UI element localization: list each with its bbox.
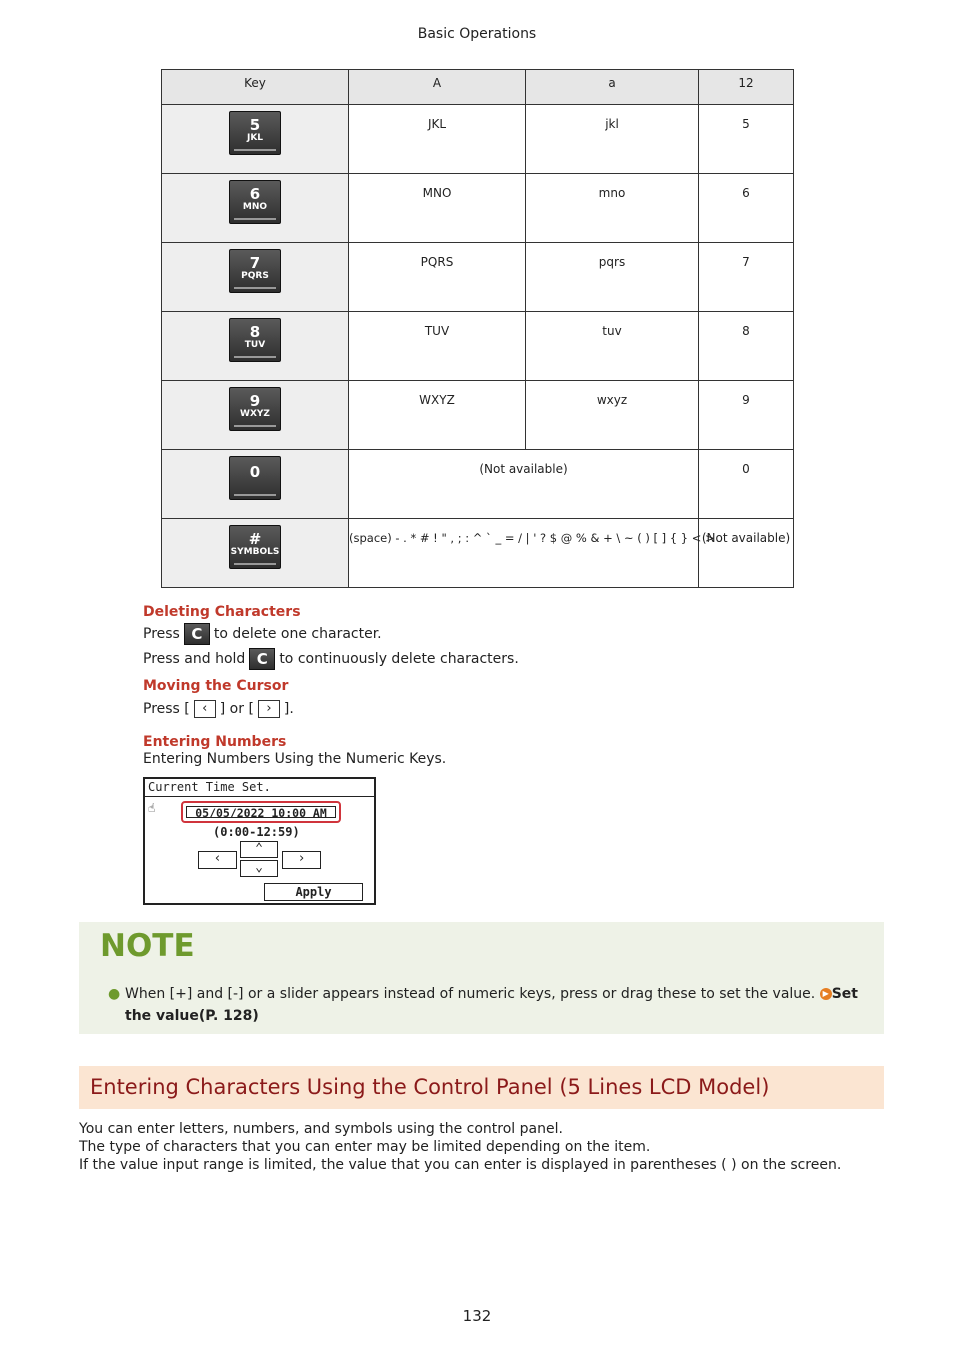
deleting-heading: Deleting Characters bbox=[143, 604, 301, 620]
table-row bbox=[162, 450, 794, 519]
character-table bbox=[161, 69, 794, 588]
col-header-lower: a bbox=[526, 70, 699, 105]
key-cell bbox=[162, 450, 349, 519]
note-link[interactable]: Set the value(P. 128) bbox=[125, 986, 858, 1024]
upper-cell: TUV bbox=[349, 312, 526, 381]
table-row bbox=[162, 381, 794, 450]
table-row bbox=[162, 105, 794, 174]
deleting-line-2: Press and hold C to continuously delete characters. bbox=[143, 650, 519, 668]
clear-key-icon: C bbox=[249, 648, 275, 670]
lcd-left-button[interactable] bbox=[198, 851, 237, 869]
col-header-number: 12 bbox=[699, 70, 794, 105]
chevron-up-icon: ⌃ bbox=[255, 841, 263, 856]
upper-cell: MNO bbox=[349, 174, 526, 243]
page-number: 132 bbox=[462, 1307, 492, 1325]
time-input-highlight bbox=[181, 801, 341, 823]
table-row bbox=[162, 174, 794, 243]
lcd-right-button[interactable] bbox=[282, 851, 321, 869]
symbols-key: # SYMBOLS bbox=[229, 525, 281, 569]
clear-key-icon: C bbox=[184, 623, 210, 645]
key-cell bbox=[162, 243, 349, 312]
chevron-left-icon: ‹ bbox=[213, 851, 222, 866]
table-row bbox=[162, 243, 794, 312]
numeric-key-0: 0 bbox=[229, 456, 281, 500]
number-cell: 7 bbox=[699, 243, 794, 312]
key-cell bbox=[162, 312, 349, 381]
body-line: The type of characters that you can enter may be limited depending on the item. bbox=[79, 1139, 651, 1155]
numeric-key-6: 6 MNO bbox=[229, 180, 281, 224]
chevron-right-icon: › bbox=[258, 700, 280, 718]
bullet-icon: ● bbox=[108, 986, 121, 1002]
numeric-key-5: 5 JKL bbox=[229, 111, 281, 155]
numeric-key-9: 9 WXYZ bbox=[229, 387, 281, 431]
lcd-title: Current Time Set. bbox=[145, 779, 374, 797]
deleting-line-1: Press C to delete one character. bbox=[143, 625, 382, 643]
chevron-left-icon: ‹ bbox=[194, 700, 216, 718]
numeric-key-7: 7 PQRS bbox=[229, 249, 281, 293]
lcd-up-button[interactable] bbox=[240, 841, 278, 858]
number-cell: 6 bbox=[699, 174, 794, 243]
note-title: NOTE bbox=[100, 928, 195, 964]
numbers-heading: Entering Numbers bbox=[143, 734, 287, 750]
number-cell: 9 bbox=[699, 381, 794, 450]
lower-cell: tuv bbox=[526, 312, 699, 381]
lcd-down-button[interactable] bbox=[240, 860, 278, 877]
key-cell bbox=[162, 519, 349, 588]
hand-pointer-icon: ☝ bbox=[148, 801, 156, 815]
lcd-range: (0:00-12:59) bbox=[213, 825, 300, 839]
key-cell bbox=[162, 105, 349, 174]
body-line: If the value input range is limited, the value that you can enter is displayed in parentheses ( ) on the screen. bbox=[79, 1157, 842, 1173]
upper-cell: JKL bbox=[349, 105, 526, 174]
upper-cell: WXYZ bbox=[349, 381, 526, 450]
body-line: You can enter letters, numbers, and symbols using the control panel. bbox=[79, 1121, 563, 1137]
table-header-row bbox=[162, 70, 794, 105]
time-input[interactable]: 05/05/2022 10:00 AM bbox=[186, 806, 336, 818]
chevron-right-icon: › bbox=[297, 851, 306, 866]
chevron-down-icon: ⌄ bbox=[255, 860, 263, 875]
merged-cell: (Not available) bbox=[349, 450, 699, 519]
numeric-key-8: 8 TUV bbox=[229, 318, 281, 362]
number-cell: 0 bbox=[699, 450, 794, 519]
key-cell bbox=[162, 381, 349, 450]
number-cell: (Not available) bbox=[699, 519, 794, 588]
lower-cell: jkl bbox=[526, 105, 699, 174]
col-header-upper: A bbox=[349, 70, 526, 105]
note-text: When [+] and [-] or a slider appears instead of numeric keys, press or drag these to set the value. ▶ Set the value(P. 128) bbox=[125, 986, 858, 1024]
running-header: Basic Operations bbox=[417, 26, 537, 42]
lcd-screen bbox=[143, 777, 376, 905]
cursor-line: Press [ ‹ ] or [ › ]. bbox=[143, 701, 294, 717]
apply-button[interactable]: Apply bbox=[264, 883, 363, 901]
section-body bbox=[79, 1120, 841, 1174]
key-cell bbox=[162, 174, 349, 243]
table-row bbox=[162, 519, 794, 588]
table-row bbox=[162, 312, 794, 381]
symbols-cell: (space) - . * # ! " , ; : ^ ` _ = / | ' ? $ @ % & + \ ~ ( ) [ ] { } < > bbox=[349, 519, 699, 588]
cursor-heading: Moving the Cursor bbox=[143, 678, 289, 694]
lower-cell: pqrs bbox=[526, 243, 699, 312]
note-box bbox=[79, 922, 884, 1034]
col-header-key: Key bbox=[162, 70, 349, 105]
lower-cell: wxyz bbox=[526, 381, 699, 450]
upper-cell: PQRS bbox=[349, 243, 526, 312]
numbers-text: Entering Numbers Using the Numeric Keys. bbox=[143, 751, 447, 767]
section-heading: Entering Characters Using the Control Panel (5 Lines LCD Model) bbox=[79, 1066, 884, 1109]
number-cell: 8 bbox=[699, 312, 794, 381]
lower-cell: mno bbox=[526, 174, 699, 243]
number-cell: 5 bbox=[699, 105, 794, 174]
link-arrow-icon: ▶ bbox=[820, 988, 832, 1000]
